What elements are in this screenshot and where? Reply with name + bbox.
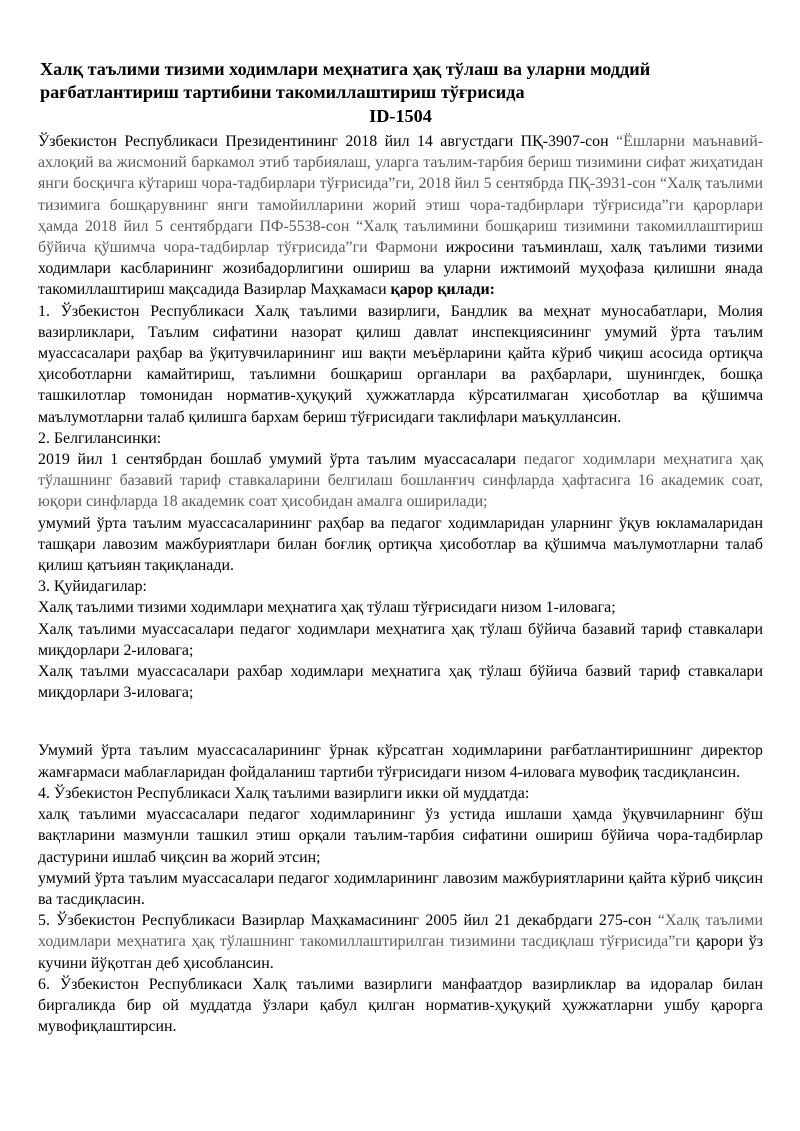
clause-1: 1. Ўзбекистон Республикаси Халқ таълими вазирлиги, Бандлик ва меҳнат муносабатлари, Молия вазирликлари, Таълим сифатини назорат қилиш давлат инспекциясининг умумий ўрта таълим муассасалари раҳбар ва ўқитувчиларининг иш вақти меъёрларини қайта кўриб чиқиш асосида ортиқча ҳисоботларни камайтириш, таълимни бошқариш органлари ва раҳбарлари, шунингдек, бошқа ташкилотлар томонидан норматив-ҳуқуқий ҳужжатларда кўрсатилмаган ҳисоботлар ва қўшимча маълумотларни талаб қилишга бархам бериш тўғрисидаги таклифлари маъқуллансин. [38,302,763,426]
preamble-text-2: ижросини таъминлаш, халқ таълими тизими ходимлари касбларининг жозибадорлигини ошириш ва уларни ижтимоий муҳофаза қилишни янада такомиллаштириш мақсадида Вазирлар Маҳкамаси [38,239,763,299]
clause-3b: Халқ таълими муассасалари педагог ходимлари меҳнатига ҳақ тўлаш бўйича базавий тариф ставкалари миқдорлари 2-иловага; [38,620,763,659]
clause-2a-text: 2019 йил 1 сентябрдан бошлаб умумий ўрта таълим муассасалари [38,451,524,469]
document-title: Халқ таълими тизими ходимлари меҳнатига ҳақ тўлаш ва уларни моддий рағбатлантириш тартибини такомиллаштириш тўғрисида [40,59,651,102]
clause-3d: Умумий ўрта таълим муассасаларининг ўрнак кўрсатган ходимларини рағбатлантиришнинг директор жамғармаси маблағларидан фойдаланиш тартиби тўғрисидаги низом 4-иловага мувофиқ тасдиқлансин. [38,742,763,781]
clause-5-text-1: 5. Ўзбекистон Республикаси Вазирлар Маҳкамасининг 2005 йил 21 декабрдаги 275-сон [38,912,658,930]
clause-2a-link[interactable]: педагог ходимлари меҳнатига ҳақ тўлашнинг базавий тариф ставкаларини белгилаш бошланғич синфларда ҳафтасига 16 академик соат, юқори синфларда 18 академик соат ҳисобидан амалга оширилади; [38,451,763,511]
clause-3a: Халқ таълими тизими ходимлари меҳнатига ҳақ тўлаш тўғрисидаги низом 1-иловага; [38,599,616,617]
clause-4b: умумий ўрта таълим муассасалари педагог ходимларининг лавозим мажбуриятларини қайта кўриб чиқсин ва тасдиқласин. [38,869,763,908]
clause-6: 6. Ўзбекистон Республикаси Халқ таълими вазирлиги манфаатдор вазирликлар ва идоралар билан биргаликда бир ой муддатда ўзлари қабул қилган норматив-ҳуқуқий ҳужжатларни ушбу қарорга мувофиқлаштирсин. [38,975,763,1036]
document-page [38,58,763,1037]
clause-4-heading: 4. Ўзбекистон Республикаси Халқ таълими вазирлиги икки ой муддатда: [38,784,530,802]
clause-4a: халқ таълими муассасалари педагог ходимларининг ўз устида ишлаши ҳамда ўқувчиларнинг бўш вақтларини мазмунли ташкил этиш орқали таълим-тарбия сифатини ошириш бўйича чора-тадбирлар дастурини ишлаб чиқсин ва жорий этсин; [38,806,763,866]
preamble-resolution: қарор қилади: [390,281,495,299]
blank-spacer [38,703,763,740]
preamble-link-2[interactable]: “Халқ таълими тизимига бошқарувнинг янги тамойилларини жорий этиш чора-тадбирлари тўғрисида”ги қарорлари ҳамда 2018 йил 5 сентябрдаги ПФ-5538-сон “Халқ таълимини бошқариш тизимини такомиллаштириш бўйича қўшимча чора-тадбирлар тўғрисида”ги Фармони [38,175,763,257]
clause-5-text-2: қарори ўз кучини йўқотган деб ҳисоблансин. [38,933,764,972]
clause-5-link[interactable]: “Халқ таълими ходимлари меҳнатига ҳақ тўлашнинг такомиллаштирилган тизимини тасдиқлаш тўғрисида”ги [38,912,763,951]
clause-2b: умумий ўрта таълим муассасаларининг раҳбар ва педагог ходимларидан уларнинг ўқув юкламаларидан ташқари лавозим мажбуриятлари билан боғлиқ ортиқча ҳисоботлар ва қўшимча маълумотларни талаб қилиш қатъиян тақиқланади. [38,514,763,575]
clause-2a [38,449,763,513]
clause-3c: Халқ таълми муассасалари рахбар ходимлари меҳнатига ҳақ тўлаш бўйича базвий тариф ставкалари миқдорлари 3-иловага; [38,663,763,702]
preamble-text-1: Ўзбекистон Республикаси Президентининг 2018 йил 14 августдаги ПҚ-3907-сон [38,133,617,150]
clause-3-heading: 3. Қуйидагилар: [38,578,147,596]
preamble-link-1[interactable]: “Ёшларни маънавий-ахлоқий ва жисмоний баркамол этиб тарбиялаш, уларга таълим-тарбия бериш тизимини сифат жиҳатидан янги босқичга кўтариш чора-тадбирлари тўғрисида”ги, 2018 йил 5 сентябрда ПҚ-3931-сон [38,133,764,193]
document-id: ID-1504 [369,106,432,126]
clause-5 [38,910,763,974]
preamble-paragraph [38,131,763,301]
clause-2-heading: 2. Белгилансинки: [38,429,162,447]
